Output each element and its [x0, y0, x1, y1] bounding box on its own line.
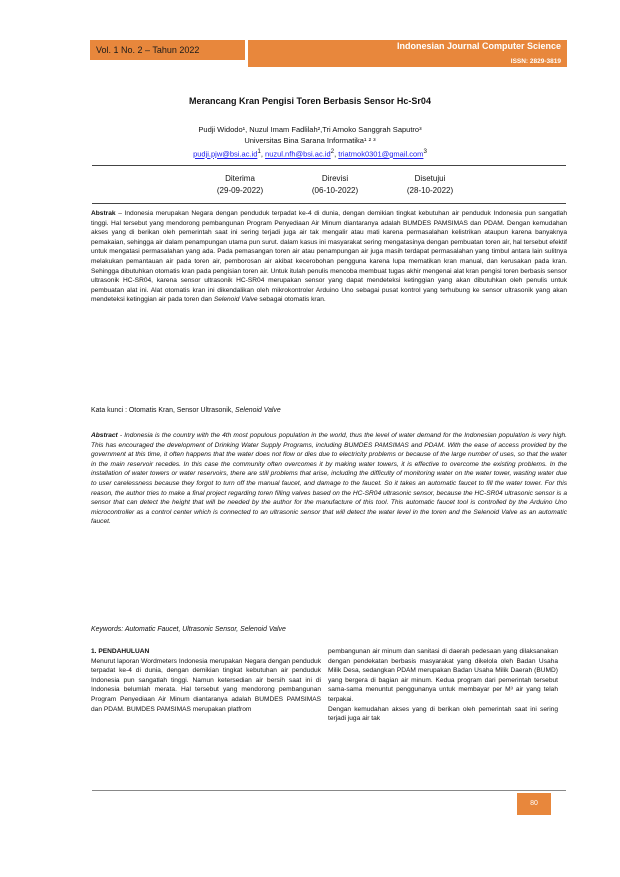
intro-left-text: Menurut laporan Wordmeters Indonesia merupakan Negara dengan penduduk terpadat ke-4 di dunia, dengan demikian tingkat kebutuhan air penduduk Indonesia pun sangatlah tinggi. Namun ketersedian air bersih saat ini di Indonesia belumlah merata. Hal tersebut yang mendorong pembangunan Program Penyediaan Air Minum diantaranya adalah BUMDES PAMSIMAS dan PDAM. BUMDES PAMSIMAS merupakan platfrom	[91, 657, 321, 713]
date-accepted	[385, 173, 475, 197]
abstrak-text: – Indonesia merupakan Negara dengan penduduk terpadat ke-4 di dunia, dengan demikian tingkat kebutuhan air penduduk Indonesia pun sangatlah tinggi. Hal tersebut yang mendorong pembangunan Program Penyediaan Air Minum diantaranya adalah BUMDES PAMSIMAS dan PDAM. Dengan kemudahan akses yang di berikan oleh pemerintah saat ini sering terjadi juga air tak mengalir atau mati karena permasalahan kelistrikan ataupun karena banyaknya pemakaian, sehingga air dalam penampungan utama pun surut. dalam kasus ini masyarakat sering mengatasinya dengan pembuatan toren air, hal tersebut efektif untuk mengatasi permasalahan yang ada. Pada pemasangan toren air atau penampungan air juga masih terdapat permasalahan yang timbul antara lain sulitnya melakukan pemantauan air pada toren air, pemborosan air akibat kecerobohan pengguna karena lupa mematikan kran manual, dan kerusakan pada kran. Sehingga dibutuhkan otomatis kran pada pengisian toren air. Untuk itulah penulis mencoba membuat tugas akhir mengenai alat kran pengisi toren berbasis sensor ultrasonik HC-SR04, karena sensor ultrasonik HC-SR04 merupakan sensor yang dapat mendeteksi ketinggian yang akan dibutuhkan oleh penulis untuk pembuatan alat ini. Alat otomatis kran ini dikendalikan oleh mikrokontroler Arduino Uno sebagai pusat kontrol yang terhubung ke sensor ultrasonik yang akan mendeteksi ketinggian air pada toren dan	[91, 210, 567, 304]
abstrak-label: Abstrak	[91, 210, 116, 217]
abstrak-paragraph	[91, 209, 567, 305]
email-link-1[interactable]: pudji.pjw@bsi.ac.id	[193, 149, 258, 159]
intro-left-column	[91, 647, 321, 714]
footer-divider	[92, 790, 566, 791]
volume-banner	[90, 40, 245, 60]
author-emails: $pudji.pjw@bsi.ac.id^1$, $nuzul.nfh@bsi.ac.id^2$, triatmok0301@gmail.com$^3$	[193, 148, 427, 159]
email-link-2[interactable]: nuzul.nfh@bsi.ac.id	[265, 149, 331, 159]
email-sup-1: 1	[257, 148, 261, 155]
kata-kunci	[91, 407, 567, 414]
date-label: Direvisi	[321, 174, 349, 183]
intro-right-column	[328, 647, 558, 724]
section-heading: 1. PENDAHULUAN	[91, 648, 150, 655]
abstract-paragraph	[91, 431, 567, 527]
date-value: (28-10-2022)	[406, 186, 454, 195]
abstract-label: Abstract	[91, 432, 118, 439]
paper-authors: Pudji Widodo¹, Nuzul Imam Fadlilah²,Tri Arnoko Sanggrah Saputro³	[198, 125, 422, 134]
issn-label: ISSN: 2829-3819	[248, 57, 567, 67]
abstrak-italic: Selenoid Valve	[213, 296, 258, 304]
divider-top	[92, 165, 566, 166]
email-sup-2: 2	[330, 148, 335, 155]
kata-kunci-text: Kata kunci : Otomatis Kran, Sensor Ultrasonik,	[91, 407, 235, 414]
date-received	[195, 173, 285, 197]
paper-title: Merancang Kran Pengisi Toren Berbasis Sensor Hc-Sr04	[189, 96, 431, 106]
divider-bottom	[92, 203, 566, 204]
kata-kunci-italic: Selenoid Valve	[235, 407, 281, 414]
date-value: (06-10-2022)	[311, 186, 359, 195]
email-link-3[interactable]: triatmok0301@gmail.com	[338, 149, 424, 159]
abstrak-end: sebagai otomatis kran.	[257, 296, 326, 304]
page-number: 80	[517, 793, 551, 815]
journal-title: Indonesian Journal Computer Science	[396, 41, 561, 51]
intro-right-text-1: pembangunan air minum dan sanitasi di daerah pedesaan yang dilaksanakan dengan pendekatan berbasis masyarakat yang dikelola oleh Badan Usaha Milik Desa, sedangkan PDAM merupakan Badan Usaha Milik Daerah (BUMD) yang bergera di bagian air minum. Kedua program dari pemerintah tersebut sama-sama menuntut penggunanya untuk membayar per M³ air yang telah terpakai.	[328, 648, 558, 703]
intro-right-text-2: Dengan kemudahan akses yang di berikan oleh pemerintah saat ini sering terjadi juga air tak	[328, 705, 558, 723]
date-revised	[290, 173, 380, 197]
email-sup-3: 3	[423, 148, 427, 155]
volume-text: Vol. 1 No. 2 – Tahun 2022	[96, 45, 200, 55]
keywords: Keywords: Automatic Faucet, Ultrasonic Sensor, Selenoid Valve	[91, 626, 286, 633]
date-value: (29-09-2022)	[216, 186, 264, 195]
abstract-text: - Indonesia is the country with the 4th most populous population in the world, thus the level of water demand for the Indonesian population is very high. This has encouraged the development of Drinking Water Supply Programs, including BUMDES PAMSIMAS and PDAM. With the ease of access provided by the government at this time, it often happens that the water does not flow or dies due to electricity problems or because of the large number of uses, so that the water in the main reservoir recedes. In this case the community often overcomes it by making water towers, it is effective to overcome the existing problems. In the installation of water towers or water reservoirs, there are still problems that arise, including the difficulty of monitoring water on the water tower, wasting water due to user carelessness because they forgot to turn off the manual faucet, and damage to the faucet. So it takes an automatic faucet to fill the water tower. For this reason, the author tries to make a final project regarding toren filling valves based on the HC-SR04 ultrasonic sensor, because the HC-SR04 ultrasonic sensor is a sensor that can detect the height that will be needed by the author for the manufacture of this tool. This automatic faucet tool is controlled by the Arduino Uno microcontroller as a control center which is connected to an ultrasonic sensor that will detect the water level in the toren and the Selenoid Valve as an automatic faucet.	[91, 432, 567, 526]
date-label: Diterima	[225, 174, 255, 183]
date-label: Disetujui	[414, 174, 446, 183]
paper-affiliation: Universitas Bina Sarana Informatika¹ ² ³	[244, 136, 376, 145]
